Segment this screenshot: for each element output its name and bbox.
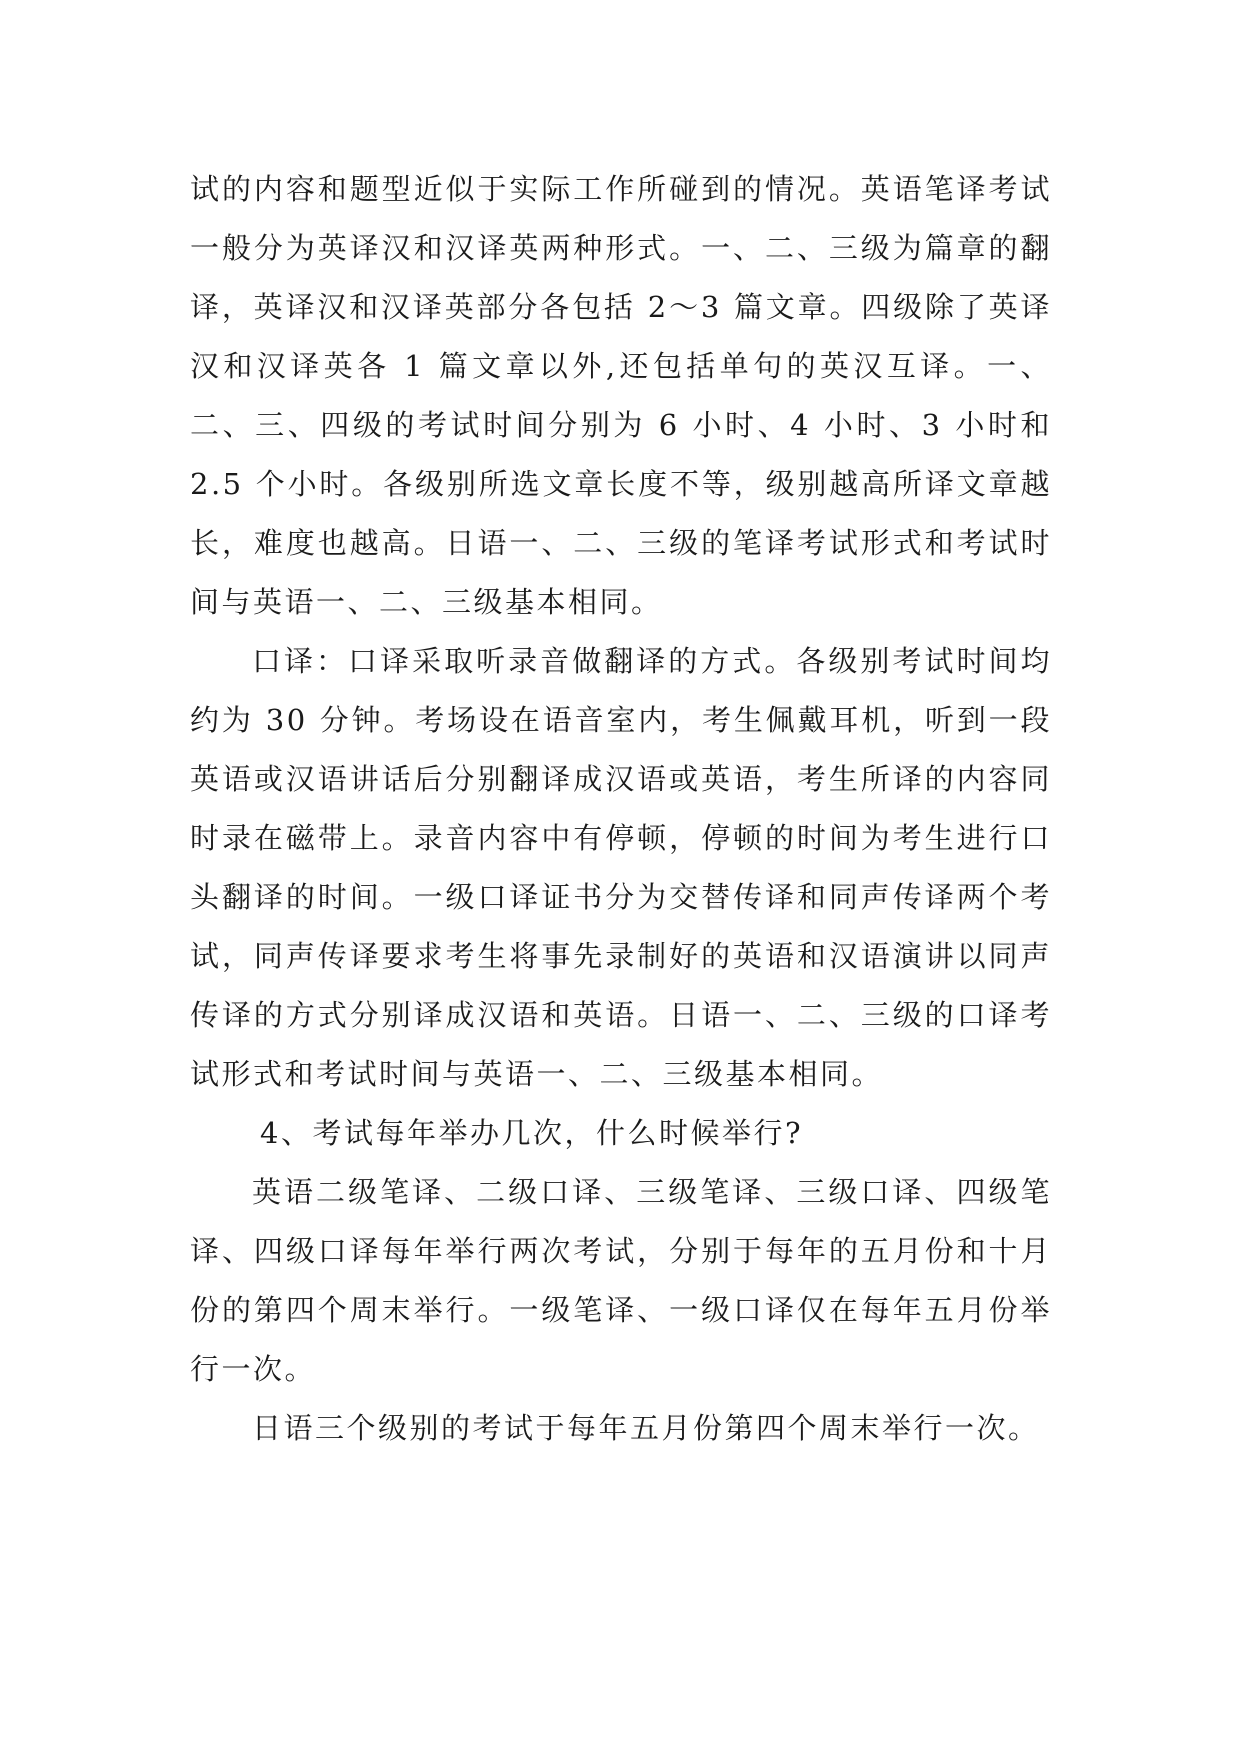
paragraph-japanese-schedule: 日语三个级别的考试于每年五月份第四个周末举行一次。 — [252, 1411, 1040, 1445]
paragraph-written-exam-continued: 试的内容和题型近似于实际工作所碰到的情况。英语笔译考试一般分为英译汉和汉译英两种形式。一、二、三级为篇章的翻译，英译汉和汉译英部分各包括 2～3 篇文章。四级除了英译汉和汉译英各 1 篇文章以外,还包括单句的英汉互译。一、二、三、四级的考试时间分别为 6 小时、4 小时、3 小时和 2.5 个小时。各级别所选文章长度不等，级别越高所译文章越长，难度也越高。日语一、二、三级的笔译考试形式和考试时间与英语一、二、三级基本相同。 — [190, 172, 1052, 619]
question-heading-exam-frequency: 4、考试每年举办几次，什么时候举行? — [260, 1116, 803, 1150]
paragraph-interpretation: 口译：口译采取听录音做翻译的方式。各级别考试时间均约为 30 分钟。考场设在语音室内，考生佩戴耳机，听到一段英语或汉语讲话后分别翻译成汉语或英语，考生所译的内容同时录在磁带上。录音内容中有停顿，停顿的时间为考生进行口头翻译的时间。一级口译证书分为交替传译和同声传译两个考试，同声传译要求考生将事先录制好的英语和汉语演讲以同声传译的方式分别译成汉语和英语。日语一、二、三级的口译考试形式和考试时间与英语一、二、三级基本相同。 — [190, 644, 1052, 1091]
document-body — [190, 160, 1052, 1458]
paragraph-english-schedule: 英语二级笔译、二级口译、三级笔译、三级口译、四级笔译、四级口译每年举行两次考试，分别于每年的五月份和十月份的第四个周末举行。一级笔译、一级口译仅在每年五月份举行一次。 — [190, 1175, 1052, 1386]
